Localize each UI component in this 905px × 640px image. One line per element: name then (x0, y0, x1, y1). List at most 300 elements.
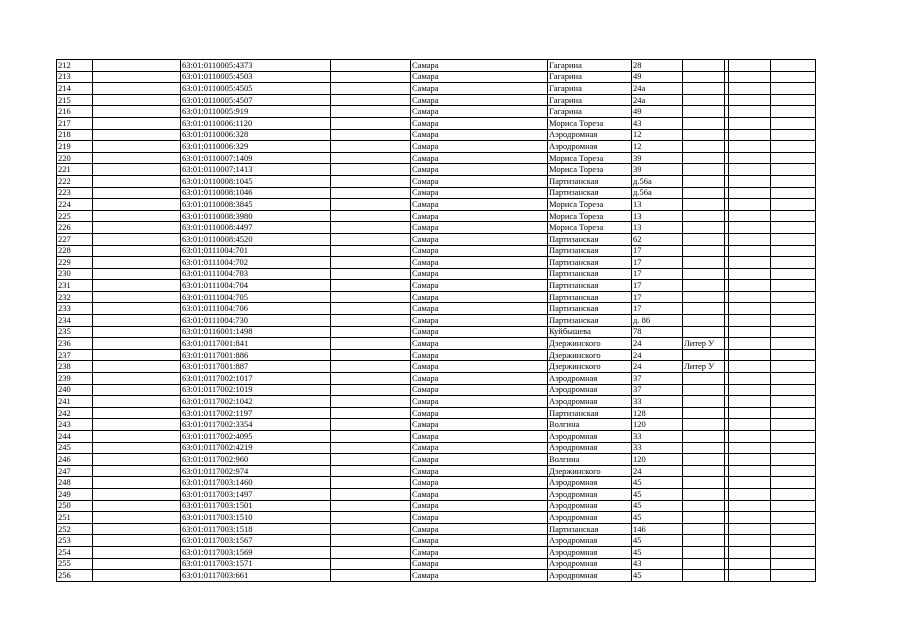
cell-note (683, 303, 725, 315)
cell-house-number: 12 (632, 141, 683, 153)
cell-empty (93, 488, 181, 500)
cell-city: Самара (411, 245, 548, 257)
cell-cadastral-number: 63:01:0110008:1046 (181, 187, 331, 199)
cell-empty (93, 94, 181, 106)
cell-empty (729, 419, 771, 431)
cell-empty (771, 338, 816, 350)
cell-empty (331, 570, 411, 582)
cell-empty (93, 570, 181, 582)
cell-cadastral-number: 63:01:0117002:1197 (181, 407, 331, 419)
cell-street: Аэродромная (548, 546, 632, 558)
cell-city: Самара (411, 558, 548, 570)
cell-empty (331, 373, 411, 385)
cell-street: Партизанская (548, 245, 632, 257)
cell-house-number: 17 (632, 245, 683, 257)
cell-empty (331, 338, 411, 350)
cell-note (683, 546, 725, 558)
cell-cadastral-number: 63:01:0111004:730 (181, 315, 331, 327)
cell-empty (729, 117, 771, 129)
cell-empty (93, 338, 181, 350)
cell-city: Самара (411, 210, 548, 222)
cell-cadastral-number: 63:01:0111004:704 (181, 280, 331, 292)
cell-note (683, 419, 725, 431)
cell-city: Самара (411, 106, 548, 118)
cell-cadastral-number: 63:01:0117001:887 (181, 361, 331, 373)
cell-empty (331, 222, 411, 234)
cell-row-number: 233 (57, 303, 93, 315)
table-row (57, 326, 816, 338)
cell-empty (729, 83, 771, 95)
cell-city: Самара (411, 222, 548, 234)
cell-note (683, 477, 725, 489)
cell-note (683, 291, 725, 303)
cell-city: Самара (411, 291, 548, 303)
cell-street: Волгина (548, 454, 632, 466)
table-row (57, 349, 816, 361)
cell-city: Самара (411, 512, 548, 524)
cell-note (683, 570, 725, 582)
cell-cadastral-number: 63:01:0111004:702 (181, 257, 331, 269)
cell-cadastral-number: 63:01:0117001:886 (181, 349, 331, 361)
cell-empty (331, 500, 411, 512)
cell-street: Аэродромная (548, 535, 632, 547)
cell-empty (729, 442, 771, 454)
cell-empty (729, 94, 771, 106)
cell-empty (771, 500, 816, 512)
cell-empty (93, 303, 181, 315)
cell-empty (729, 129, 771, 141)
cell-empty (93, 280, 181, 292)
cell-cadastral-number: 63:01:0117002:3354 (181, 419, 331, 431)
cell-cadastral-number: 63:01:0117002:960 (181, 454, 331, 466)
cell-empty (771, 373, 816, 385)
cell-cadastral-number: 63:01:0110007:1413 (181, 164, 331, 176)
cell-empty (331, 187, 411, 199)
cell-note (683, 106, 725, 118)
cell-house-number: 17 (632, 257, 683, 269)
cell-row-number: 230 (57, 268, 93, 280)
table-row (57, 83, 816, 95)
table-row (57, 94, 816, 106)
cell-empty (331, 71, 411, 83)
table-row (57, 465, 816, 477)
cell-cadastral-number: 63:01:0117003:1569 (181, 546, 331, 558)
cell-empty (93, 257, 181, 269)
table-row (57, 141, 816, 153)
cell-cadastral-number: 63:01:0110005:4505 (181, 83, 331, 95)
table-row (57, 71, 816, 83)
cell-empty (771, 407, 816, 419)
cell-house-number: 43 (632, 117, 683, 129)
cell-empty (331, 535, 411, 547)
cell-note (683, 71, 725, 83)
cell-city: Самара (411, 152, 548, 164)
cell-row-number: 229 (57, 257, 93, 269)
cell-empty (93, 245, 181, 257)
cell-empty (331, 164, 411, 176)
cell-empty (729, 199, 771, 211)
cell-empty (331, 94, 411, 106)
table-row (57, 315, 816, 327)
cell-note (683, 384, 725, 396)
cell-house-number: 33 (632, 431, 683, 443)
cell-empty (729, 384, 771, 396)
cell-empty (771, 361, 816, 373)
cell-empty (331, 257, 411, 269)
cell-note (683, 141, 725, 153)
cell-empty (729, 570, 771, 582)
cell-empty (93, 454, 181, 466)
cell-empty (771, 129, 816, 141)
document-page (56, 59, 816, 582)
cell-note (683, 152, 725, 164)
cell-city: Самара (411, 419, 548, 431)
cell-note (683, 164, 725, 176)
cell-cadastral-number: 63:01:0116001:1498 (181, 326, 331, 338)
cell-street: Партизанская (548, 175, 632, 187)
cell-note (683, 431, 725, 443)
cell-empty (771, 512, 816, 524)
cell-empty (93, 396, 181, 408)
cell-empty (93, 233, 181, 245)
cell-empty (729, 488, 771, 500)
cell-note (683, 280, 725, 292)
cell-row-number: 254 (57, 546, 93, 558)
cell-note (683, 222, 725, 234)
cell-house-number: 45 (632, 500, 683, 512)
cell-note (683, 396, 725, 408)
cell-house-number: 49 (632, 106, 683, 118)
table-row (57, 129, 816, 141)
cell-note: Литер У (683, 361, 725, 373)
cell-house-number: 45 (632, 535, 683, 547)
cell-empty (771, 291, 816, 303)
cell-house-number: 37 (632, 384, 683, 396)
cell-empty (771, 222, 816, 234)
cell-empty (771, 152, 816, 164)
cell-house-number: 13 (632, 199, 683, 211)
cell-empty (93, 71, 181, 83)
cell-empty (331, 280, 411, 292)
cell-empty (331, 245, 411, 257)
cell-house-number: 24 (632, 349, 683, 361)
cell-cadastral-number: 63:01:0117003:1497 (181, 488, 331, 500)
table-row (57, 117, 816, 129)
cell-note (683, 129, 725, 141)
cell-note (683, 268, 725, 280)
cell-empty (729, 546, 771, 558)
cell-empty (331, 117, 411, 129)
cell-row-number: 235 (57, 326, 93, 338)
cell-empty (771, 268, 816, 280)
cell-empty (93, 512, 181, 524)
cell-note (683, 315, 725, 327)
cell-empty (331, 349, 411, 361)
cell-empty (93, 141, 181, 153)
cell-empty (331, 431, 411, 443)
cell-house-number: 45 (632, 546, 683, 558)
cell-empty (331, 477, 411, 489)
cell-cadastral-number: 63:01:0110008:3980 (181, 210, 331, 222)
table-row (57, 373, 816, 385)
cell-house-number: 17 (632, 280, 683, 292)
cell-cadastral-number: 63:01:0110008:3845 (181, 199, 331, 211)
table-row (57, 488, 816, 500)
cell-empty (93, 558, 181, 570)
cell-note (683, 245, 725, 257)
table-row (57, 361, 816, 373)
cell-empty (771, 60, 816, 72)
cell-note (683, 233, 725, 245)
cell-street: Аэродромная (548, 431, 632, 443)
cell-empty (93, 291, 181, 303)
cell-cadastral-number: 63:01:0117002:1042 (181, 396, 331, 408)
cell-empty (771, 546, 816, 558)
cell-house-number: 45 (632, 488, 683, 500)
cell-city: Самара (411, 477, 548, 489)
cell-empty (771, 199, 816, 211)
cell-empty (331, 291, 411, 303)
cell-empty (93, 535, 181, 547)
table-body (57, 60, 816, 582)
cell-empty (331, 175, 411, 187)
cell-note (683, 512, 725, 524)
cell-city: Самара (411, 488, 548, 500)
cell-row-number: 238 (57, 361, 93, 373)
cell-street: Аэродромная (548, 512, 632, 524)
cell-empty (771, 164, 816, 176)
cell-empty (771, 94, 816, 106)
cell-empty (729, 349, 771, 361)
cell-empty (771, 303, 816, 315)
cell-row-number: 253 (57, 535, 93, 547)
cell-row-number: 256 (57, 570, 93, 582)
cell-empty (729, 210, 771, 222)
cell-empty (729, 71, 771, 83)
cell-cadastral-number: 63:01:0110007:1409 (181, 152, 331, 164)
cell-row-number: 255 (57, 558, 93, 570)
cell-empty (729, 106, 771, 118)
cell-empty (331, 512, 411, 524)
cell-cadastral-number: 63:01:0111004:706 (181, 303, 331, 315)
cell-empty (331, 326, 411, 338)
cell-empty (93, 187, 181, 199)
cell-empty (331, 523, 411, 535)
cell-row-number: 218 (57, 129, 93, 141)
cell-street: Мориса Тореза (548, 222, 632, 234)
cell-row-number: 240 (57, 384, 93, 396)
cell-house-number: 24 (632, 465, 683, 477)
cell-note (683, 442, 725, 454)
cell-city: Самара (411, 280, 548, 292)
cell-street: Партизанская (548, 280, 632, 292)
cell-empty (93, 361, 181, 373)
cell-row-number: 221 (57, 164, 93, 176)
cell-street: Партизанская (548, 257, 632, 269)
table-row (57, 454, 816, 466)
cell-empty (93, 175, 181, 187)
cell-house-number: д.56а (632, 175, 683, 187)
table-row (57, 407, 816, 419)
cell-empty (771, 477, 816, 489)
cell-note: Литер У (683, 338, 725, 350)
cell-city: Самара (411, 303, 548, 315)
cell-city: Самара (411, 199, 548, 211)
cell-empty (331, 558, 411, 570)
cell-house-number: 33 (632, 396, 683, 408)
cell-city: Самара (411, 117, 548, 129)
cell-street: Аэродромная (548, 558, 632, 570)
cell-empty (93, 164, 181, 176)
property-register-table (56, 59, 816, 582)
cell-empty (93, 222, 181, 234)
cell-city: Самара (411, 500, 548, 512)
cell-row-number: 246 (57, 454, 93, 466)
cell-street: Мориса Тореза (548, 199, 632, 211)
cell-row-number: 244 (57, 431, 93, 443)
cell-row-number: 249 (57, 488, 93, 500)
cell-city: Самара (411, 164, 548, 176)
cell-empty (729, 465, 771, 477)
cell-empty (331, 315, 411, 327)
cell-house-number: 45 (632, 512, 683, 524)
table-row (57, 187, 816, 199)
cell-row-number: 241 (57, 396, 93, 408)
cell-street: Гагарина (548, 71, 632, 83)
cell-cadastral-number: 63:01:0111004:705 (181, 291, 331, 303)
table-row (57, 164, 816, 176)
table-row (57, 546, 816, 558)
cell-empty (729, 222, 771, 234)
cell-house-number: 13 (632, 222, 683, 234)
cell-empty (729, 326, 771, 338)
cell-city: Самара (411, 338, 548, 350)
cell-city: Самара (411, 349, 548, 361)
cell-empty (93, 500, 181, 512)
cell-empty (331, 465, 411, 477)
cell-empty (729, 164, 771, 176)
cell-empty (729, 431, 771, 443)
cell-cadastral-number: 63:01:0117003:1567 (181, 535, 331, 547)
cell-street: Дзержинского (548, 465, 632, 477)
cell-note (683, 500, 725, 512)
table-row (57, 257, 816, 269)
cell-city: Самара (411, 83, 548, 95)
cell-empty (771, 257, 816, 269)
cell-empty (729, 141, 771, 153)
cell-row-number: 232 (57, 291, 93, 303)
cell-house-number: 120 (632, 454, 683, 466)
cell-street: Мориса Тореза (548, 117, 632, 129)
cell-empty (93, 315, 181, 327)
cell-empty (729, 187, 771, 199)
cell-empty (729, 523, 771, 535)
cell-house-number: 33 (632, 442, 683, 454)
cell-cadastral-number: 63:01:0117003:1460 (181, 477, 331, 489)
cell-house-number: д. 86 (632, 315, 683, 327)
cell-empty (93, 60, 181, 72)
cell-city: Самара (411, 326, 548, 338)
cell-cadastral-number: 63:01:0110005:4373 (181, 60, 331, 72)
cell-cadastral-number: 63:01:0110005:4507 (181, 94, 331, 106)
cell-empty (729, 396, 771, 408)
cell-street: Аэродромная (548, 141, 632, 153)
cell-house-number: д.56а (632, 187, 683, 199)
cell-row-number: 250 (57, 500, 93, 512)
cell-empty (331, 199, 411, 211)
cell-empty (331, 361, 411, 373)
cell-house-number: 43 (632, 558, 683, 570)
table-row (57, 106, 816, 118)
cell-note (683, 60, 725, 72)
cell-row-number: 248 (57, 477, 93, 489)
cell-empty (331, 268, 411, 280)
cell-cadastral-number: 63:01:0117002:1017 (181, 373, 331, 385)
cell-cadastral-number: 63:01:0117002:1019 (181, 384, 331, 396)
cell-empty (93, 326, 181, 338)
cell-house-number: 24 (632, 338, 683, 350)
cell-empty (771, 558, 816, 570)
table-row (57, 175, 816, 187)
cell-note (683, 326, 725, 338)
cell-note (683, 94, 725, 106)
table-row (57, 431, 816, 443)
cell-city: Самара (411, 361, 548, 373)
cell-row-number: 228 (57, 245, 93, 257)
cell-empty (729, 512, 771, 524)
cell-house-number: 13 (632, 210, 683, 222)
cell-empty (729, 315, 771, 327)
cell-empty (93, 106, 181, 118)
cell-empty (771, 83, 816, 95)
cell-city: Самара (411, 233, 548, 245)
cell-row-number: 225 (57, 210, 93, 222)
cell-empty (93, 431, 181, 443)
cell-empty (771, 326, 816, 338)
cell-city: Самара (411, 454, 548, 466)
cell-empty (771, 233, 816, 245)
cell-note (683, 488, 725, 500)
cell-empty (771, 245, 816, 257)
cell-empty (729, 500, 771, 512)
table-row (57, 500, 816, 512)
cell-empty (331, 407, 411, 419)
cell-cadastral-number: 63:01:0110006:328 (181, 129, 331, 141)
cell-house-number: 49 (632, 71, 683, 83)
cell-city: Самара (411, 94, 548, 106)
cell-street: Мориса Тореза (548, 210, 632, 222)
cell-empty (729, 60, 771, 72)
cell-house-number: 17 (632, 303, 683, 315)
cell-empty (729, 291, 771, 303)
table-row (57, 442, 816, 454)
table-row (57, 199, 816, 211)
cell-empty (729, 558, 771, 570)
cell-empty (729, 454, 771, 466)
cell-street: Куйбышева (548, 326, 632, 338)
cell-empty (93, 268, 181, 280)
cell-city: Самара (411, 141, 548, 153)
cell-empty (93, 210, 181, 222)
cell-row-number: 214 (57, 83, 93, 95)
cell-house-number: 39 (632, 164, 683, 176)
cell-empty (771, 419, 816, 431)
cell-cadastral-number: 63:01:0117001:841 (181, 338, 331, 350)
cell-empty (729, 245, 771, 257)
table-row (57, 477, 816, 489)
cell-cadastral-number: 63:01:0110008:1045 (181, 175, 331, 187)
cell-empty (771, 431, 816, 443)
